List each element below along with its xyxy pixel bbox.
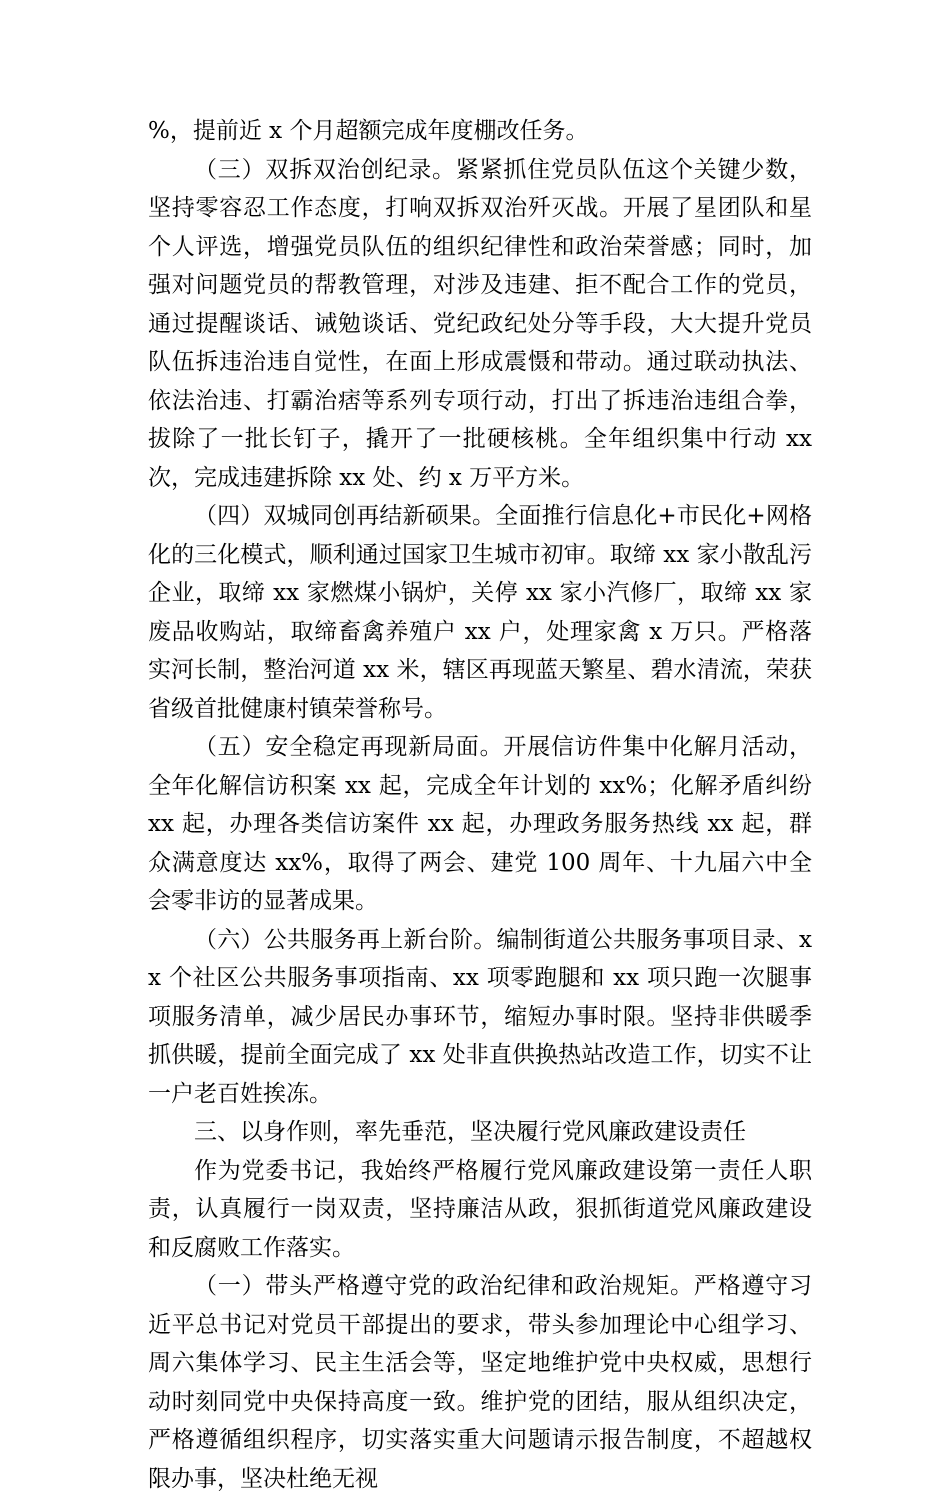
paragraph-safety: （五）安全稳定再现新局面。开展信访件集中化解月活动，全年化解信访积案 xx 起，完成全年计划的 xx%；化解矛盾纠纷 xx 起，办理各类信访案件 xx 起，办理政务服务热线 xx 起，群众满意度达 xx%，取得了两会、建党 100 周年、十九届六中全会零非访的显著成果。 [148, 734, 812, 914]
paragraph-dual-city: （四）双城同创再结新硕果。全面推行信息化+市民化+网格化的三化模式，顺利通过国家卫生城市初审。取缔 xx 家小散乱污企业，取缔 xx 家燃煤小锅炉，关停 xx 家小汽修厂，取缔 xx 家废品收购站，取缔畜禽养殖户 xx 户，处理家禽 x 万只。严格落实河长制，整治河道 xx 米，辖区再现蓝天繁星、碧水清流，荣获省级首批健康村镇荣誉称号。 [148, 503, 812, 722]
paragraph-continuation: %，提前近 x 个月超额完成年度棚改任务。 [148, 118, 589, 144]
paragraph-political-discipline: （一）带头严格遵守党的政治纪律和政治规矩。严格遵守习近平总书记对党员干部提出的要求，带头参加理论中心组学习、周六集体学习、民主生活会等，坚定地维护党中央权威，思想行动时刻同党中央保持高度一致。维护党的团结，服从组织决定，严格遵循组织程序，切实落实重大问题请示报告制度，不超越权限办事，坚决杜绝无视 [148, 1273, 812, 1492]
paragraph-party-secretary: 作为党委书记，我始终严格履行党风廉政建设第一责任人职责，认真履行一岗双责，坚持廉洁从政，狠抓街道党风廉政建设和反腐败工作落实。 [148, 1157, 812, 1261]
document-body [148, 112, 812, 1498]
paragraph-public-service: （六）公共服务再上新台阶。编制街道公共服务事项目录、xx 个社区公共服务事项指南、xx 项零跑腿和 xx 项只跑一次腿事项服务清单，减少居民办事环节，缩短办事时限。坚持非供暖季抓供暖，提前全面完成了 xx 处非直供换热站改造工作，切实不让一户老百姓挨冻。 [148, 926, 812, 1107]
paragraph-demolition: （三）双拆双治创纪录。紧紧抓住党员队伍这个关键少数，坚持零容忍工作态度，打响双拆双治歼灭战。开展了星团队和星个人评选，增强党员队伍的组织纪律性和政治荣誉感；同时，加强对问题党员的帮教管理，对涉及违建、拒不配合工作的党员，通过提醒谈话、诫勉谈话、党纪政纪处分等手段，大大提升党员队伍拆违治违自觉性，在面上形成震慑和带动。通过联动执法、依法治违、打霸治痞等系列专项行动，打出了拆违治违组合拳，拔除了一批长钉子，撬开了一批硬核桃。全年组织集中行动 xx 次，完成违建拆除 xx 处、约 x 万平方米。 [148, 156, 812, 491]
section-heading-three: 三、以身作则，率先垂范，坚决履行党风廉政建设责任 [194, 1119, 746, 1145]
